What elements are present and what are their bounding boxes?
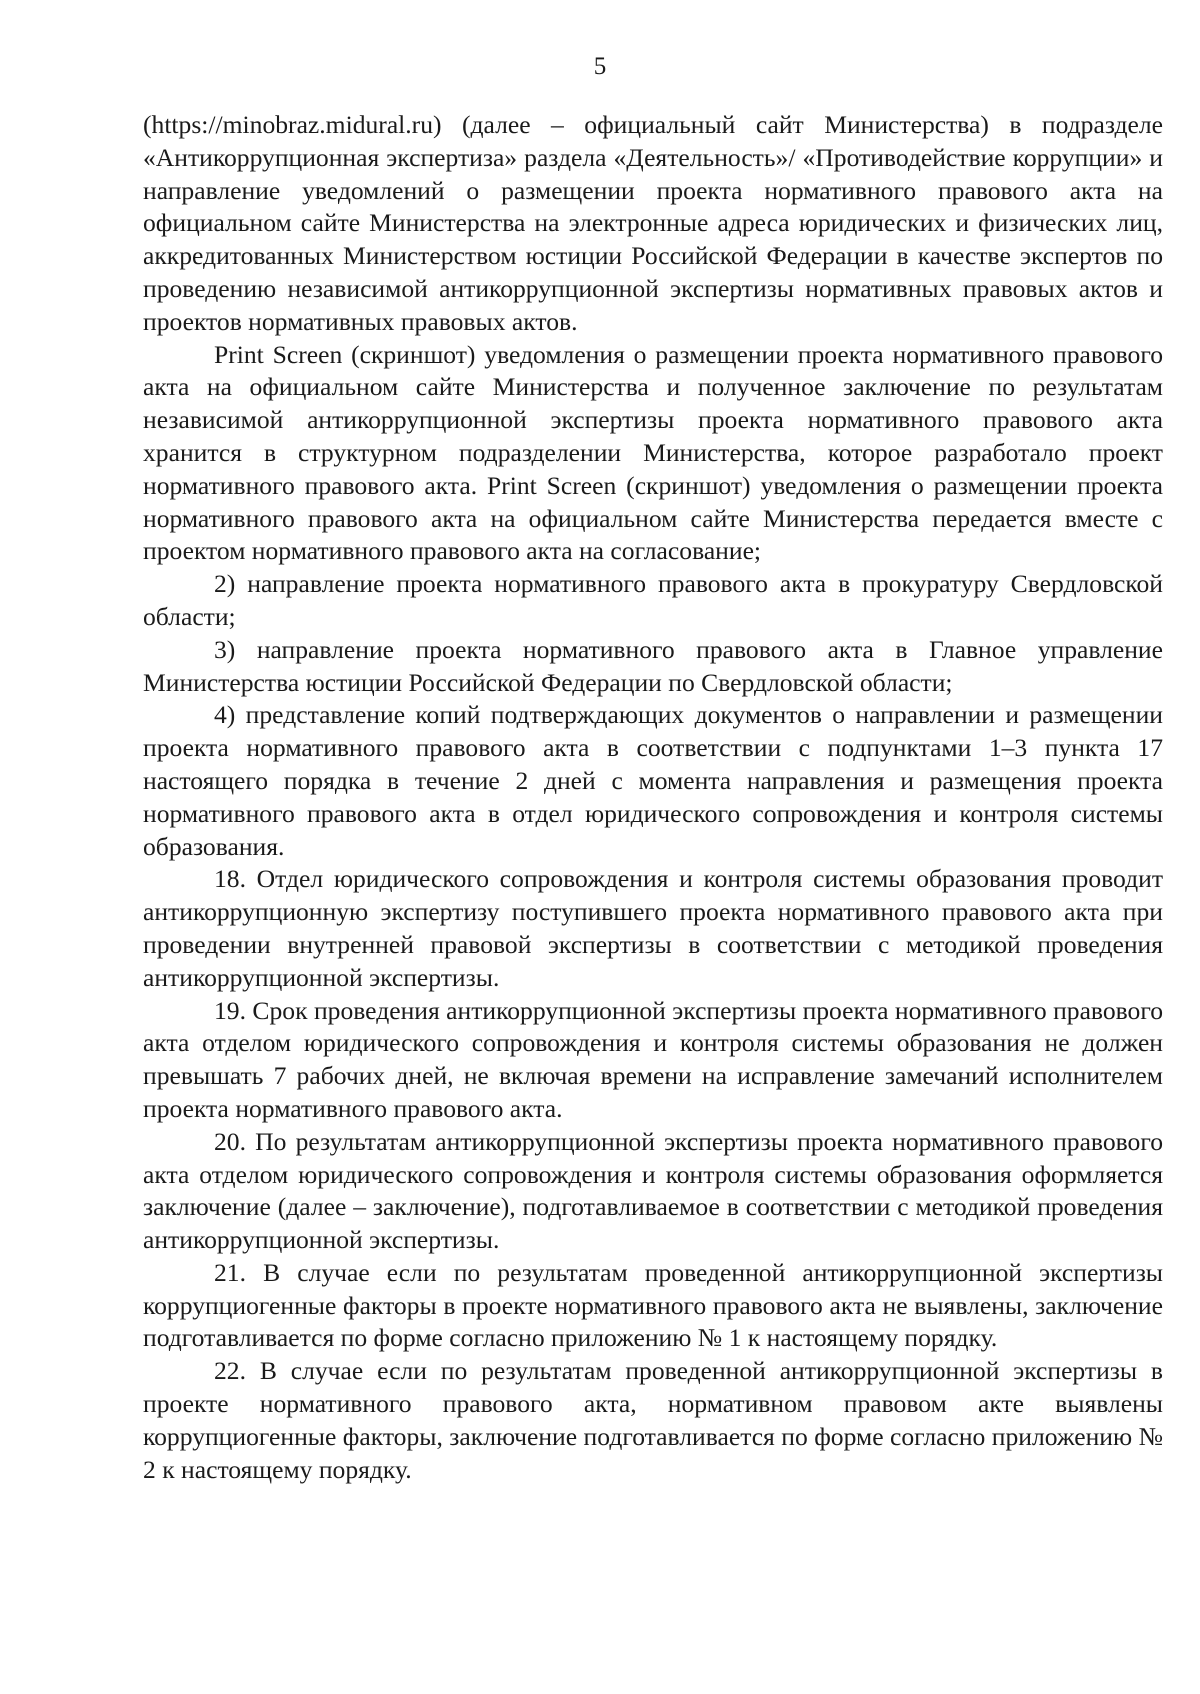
paragraph-print-screen: Print Screen (скриншот) уведомления о размещении проекта нормативного правового акта на официальном сайте Министерства и полученное заключение по результатам независимой антикоррупционной экспертизы проекта нормативного правового акта хранится в структурном подразделении Министерства, которое разработало проект нормативного правового акта. Print Screen (скриншот) уведомления о размещении проекта нормативного правового акта на официальном сайте Министерства передается вместе с проектом нормативного правового акта на согласование;	[143, 339, 1163, 566]
page-number: 5	[593, 53, 607, 80]
paragraph-subitem-3: 3) направление проекта нормативного правового акта в Главное управление Министерства юстиции Российской Федерации по Свердловской области;	[143, 634, 1163, 697]
paragraph-subitem-2: 2) направление проекта нормативного правового акта в прокуратуру Свердловской области;	[143, 569, 1163, 631]
paragraph-item-22: 22. В случае если по результатам проведенной антикоррупционной экспертизы в проекте нормативного правового акта, нормативном правовом акте выявлены коррупциогенные факторы, заключение подготавливается по форме согласно приложению № 2 к настоящему порядку.	[143, 1356, 1163, 1484]
paragraph-subitem-4: 4) представление копий подтверждающих документов о направлении и размещении проекта нормативного правового акта в соответствии с подпунктами 1–3 пункта 17 настоящего порядка в течение 2 дней с момента направления и размещения проекта нормативного правового акта в отдел юридического сопровождения и контроля системы образования.	[143, 700, 1163, 861]
paragraph-item-21: 21. В случае если по результатам проведенной антикоррупционной экспертизы коррупциогенные факторы в проекте нормативного правового акта не выявлены, заключение подготавливается по форме согласно приложению № 1 к настоящему порядку.	[143, 1257, 1163, 1353]
paragraph-continuation: (https://minobraz.midural.ru) (далее – официальный сайт Министерства) в подразделе «Антикоррупционная экспертиза» раздела «Деятельность»/ «Противодействие коррупции» и направление уведомлений о размещении проекта нормативного правового акта на официальном сайте Министерства на электронные адреса юридических и физических лиц, аккредитованных Министерством юстиции Российской Федерации в качестве экспертов по проведению независимой антикоррупционной экспертизы нормативных правовых актов и проектов нормативных правовых актов.	[143, 110, 1163, 336]
paragraph-item-18: 18. Отдел юридического сопровождения и контроля системы образования проводит антикоррупционную экспертизу поступившего проекта нормативного правового акта при проведении внутренней правовой экспертизы в соответствии с методикой проведения антикоррупционной экспертизы.	[143, 864, 1163, 992]
paragraph-item-20: 20. По результатам антикоррупционной экспертизы проекта нормативного правового акта отделом юридического сопровождения и контроля системы образования оформляется заключение (далее – заключение), подготавливаемое в соответствии с методикой проведения антикоррупционной экспертизы.	[143, 1126, 1163, 1255]
document-body	[143, 109, 1163, 1486]
paragraph-item-19: 19. Срок проведения антикоррупционной экспертизы проекта нормативного правового акта отделом юридического сопровождения и контроля системы образования не должен превышать 7 рабочих дней, не включая времени на исправление замечаний исполнителем проекта нормативного правового акта.	[143, 995, 1163, 1123]
